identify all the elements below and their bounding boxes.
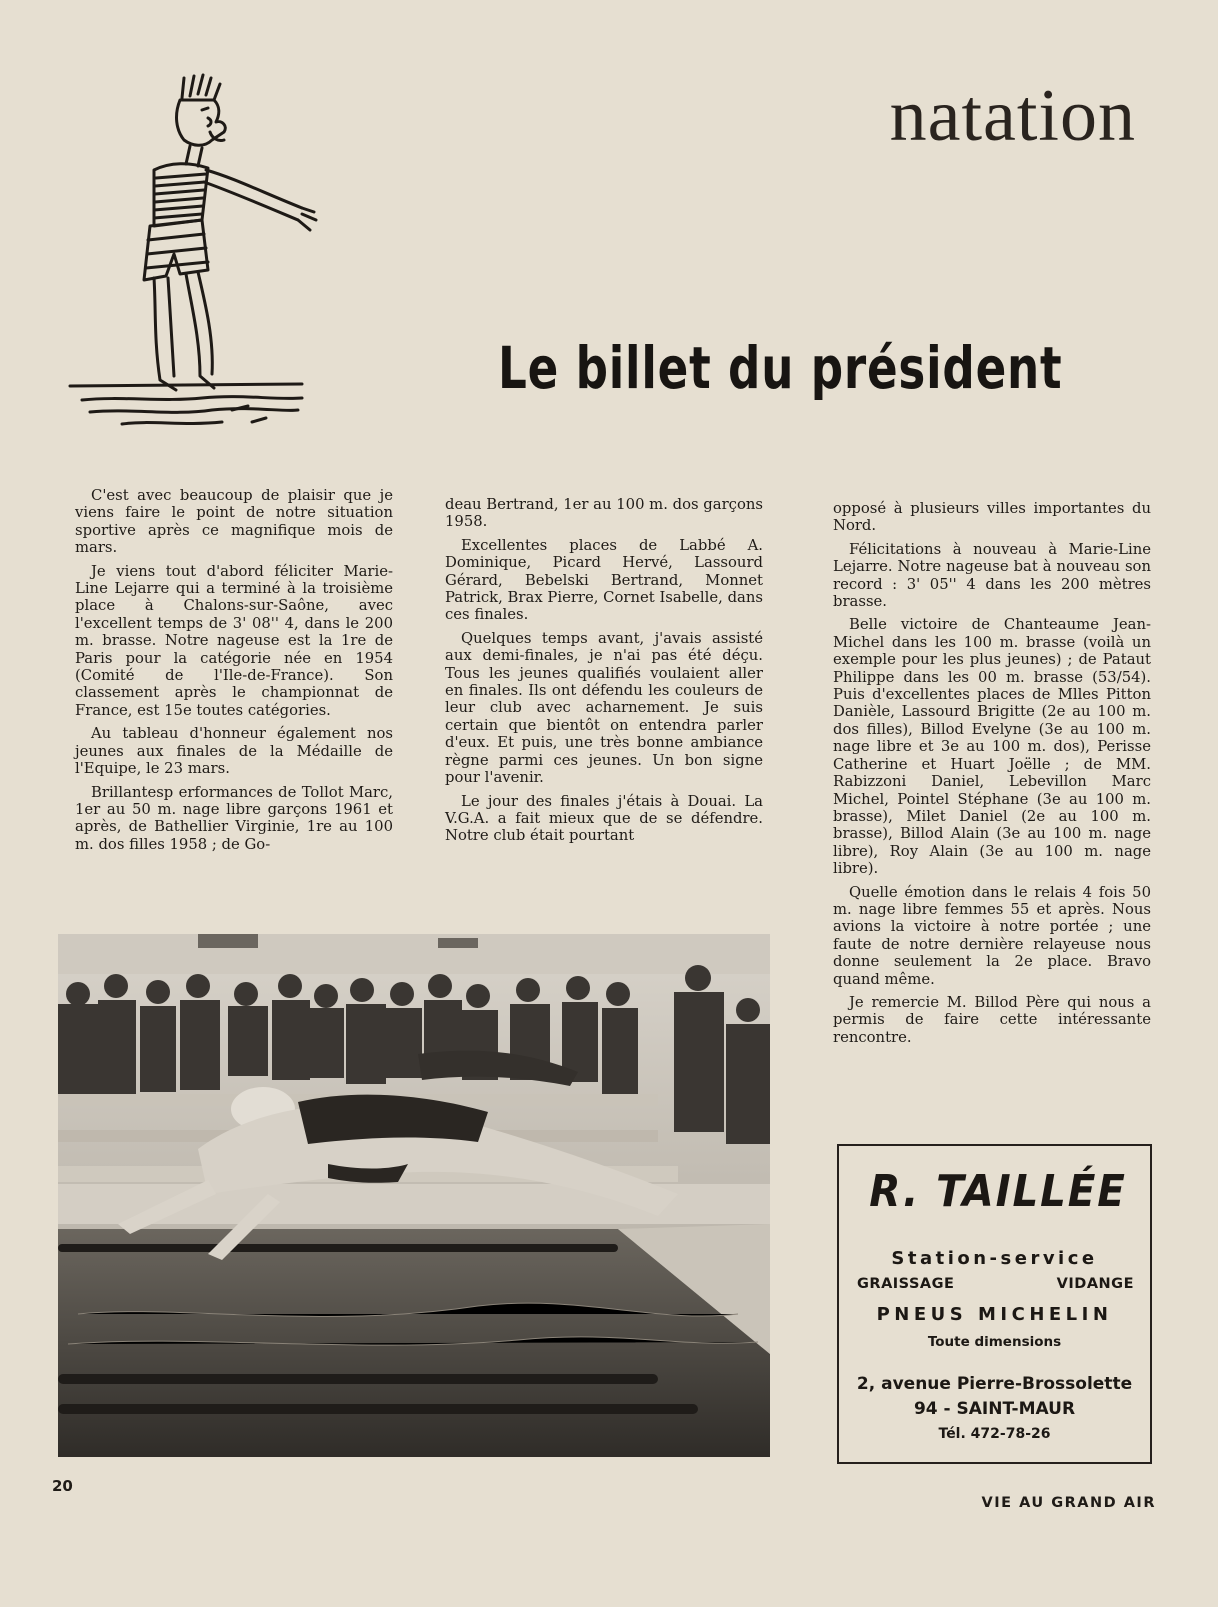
ad-line-graissage: GRAISSAGE <box>857 1276 955 1292</box>
swimming-race-photo-icon <box>58 934 770 1457</box>
diver-cartoon-icon <box>62 70 322 440</box>
paragraph: Au tableau d'honneur également nos jeunes aux finales de la Médaille de l'Equipe, le 23 mars. <box>75 725 393 778</box>
ad-phone: Tél. 472-78-26 <box>938 1426 1051 1442</box>
ad-line-pneus: PNEUS MICHELIN <box>876 1304 1113 1325</box>
publication-name: VIE AU GRAND AIR <box>981 1495 1156 1511</box>
paragraph: C'est avec beaucoup de plaisir que je viens faire le point de notre situation sportive après ce magnifique mois de mars. <box>75 487 393 557</box>
paragraph: Félicitations à nouveau à Marie-Line Lejarre. Notre nageuse bat à nouveau son record : 3' 05'' 4 dans les 200 mètres brasse. <box>833 540 1151 611</box>
paragraph: Excellentes places de Labbé A. Dominique, Picard Hervé, Lassourd Gérard, Bebelski Bertrand, Monnet Patrick, Brax Pierre, Cornet Isabelle, dans ces finales. <box>445 536 763 624</box>
page-number: 20 <box>52 1477 73 1495</box>
article-headline: Le billet du président <box>498 334 1063 402</box>
ad-address-street: 2, avenue Pierre-Brossolette <box>856 1374 1133 1394</box>
paragraph: Je remercie M. Billod Père qui nous a permis de faire cette intéressante rencontre. <box>833 993 1151 1046</box>
ad-line-vidange: VIDANGE <box>1056 1276 1134 1292</box>
article-column-3 <box>833 500 1151 1052</box>
paragraph: Quelques temps avant, j'avais assisté aux demi-finales, je n'ai pas été déçu. Tous les jeunes qualifiés voulaient aller en finales. Ils ont défendu les couleurs de leur club avec acharnement. Je suis certain que bientôt on entendra parler d'eux. Et puis, une très bonne ambiance règne parmi ces jeunes. Un bon signe pour l'avenir. <box>445 629 763 787</box>
ad-line-station: Station-service <box>891 1248 1098 1269</box>
paragraph: deau Bertrand, 1er au 100 m. dos garçons 1958. <box>445 496 763 531</box>
paragraph: Le jour des finales j'étais à Douai. La V.G.A. a fait mieux que de se défendre. Notre club était pourtant <box>445 792 763 845</box>
ad-line-dimensions: Toute dimensions <box>927 1334 1062 1350</box>
paragraph: Quelle émotion dans le relais 4 fois 50 m. nage libre femmes 55 et après. Nous avions la victoire à notre portée ; une faute de notre dernière relayeuse nous donne seulement la 2e place. Bravo quand même. <box>833 883 1151 988</box>
swimming-race-photo <box>58 934 770 1457</box>
paragraph: Belle victoire de Chanteaume Jean-Michel dans les 100 m. brasse (voilà un exemple pour les plus jeunes) ; de Pataut Philippe dans les 00 m. brasse (53/54). Puis d'excellentes places de Mlles Pitton Danièle, Lassourd Brigitte (2e au 100 m. dos filles), Billod Evelyne (3e au 100 m. nage libre et 3e au 100 m. dos), Perisse Catherine et Huart Joëlle ; de MM. Rabizzoni Daniel, Lebevillon Marc Michel, Pointel Stéphane (3e au 100 m. brasse), Milet Daniel (2e au 100 m. brasse), Billod Alain (3e au 100 m. nage libre), Roy Alain (3e au 100 m. nage libre). <box>833 616 1151 878</box>
ad-brand: R. TAILLÉE <box>869 1166 1127 1217</box>
paragraph: Brillantesp erformances de Tollot Marc, 1er au 50 m. nage libre garçons 1961 et après, de Bathellier Virginie, 1re au 100 m. dos filles 1958 ; de Go- <box>75 783 393 853</box>
advertisement-box <box>837 1144 1152 1464</box>
article-column-2 <box>445 496 763 851</box>
article-column-1 <box>75 487 393 859</box>
paragraph: Je viens tout d'abord féliciter Marie-Line Lejarre qui a terminé à la troisième place à Chalons-sur-Saône, avec l'excellent temps de 3' 08'' 4, dans le 200 m. brasse. Notre nageuse est la 1re de Paris pour la catégorie née en 1954 (Comité de l'Ile-de-France). Son classement après le championnat de France, est 15e toutes catégories. <box>75 562 393 719</box>
paragraph: opposé à plusieurs villes importantes du Nord. <box>833 500 1151 535</box>
section-title: natation <box>889 75 1136 157</box>
ad-address-city: 94 - SAINT-MAUR <box>913 1399 1076 1419</box>
